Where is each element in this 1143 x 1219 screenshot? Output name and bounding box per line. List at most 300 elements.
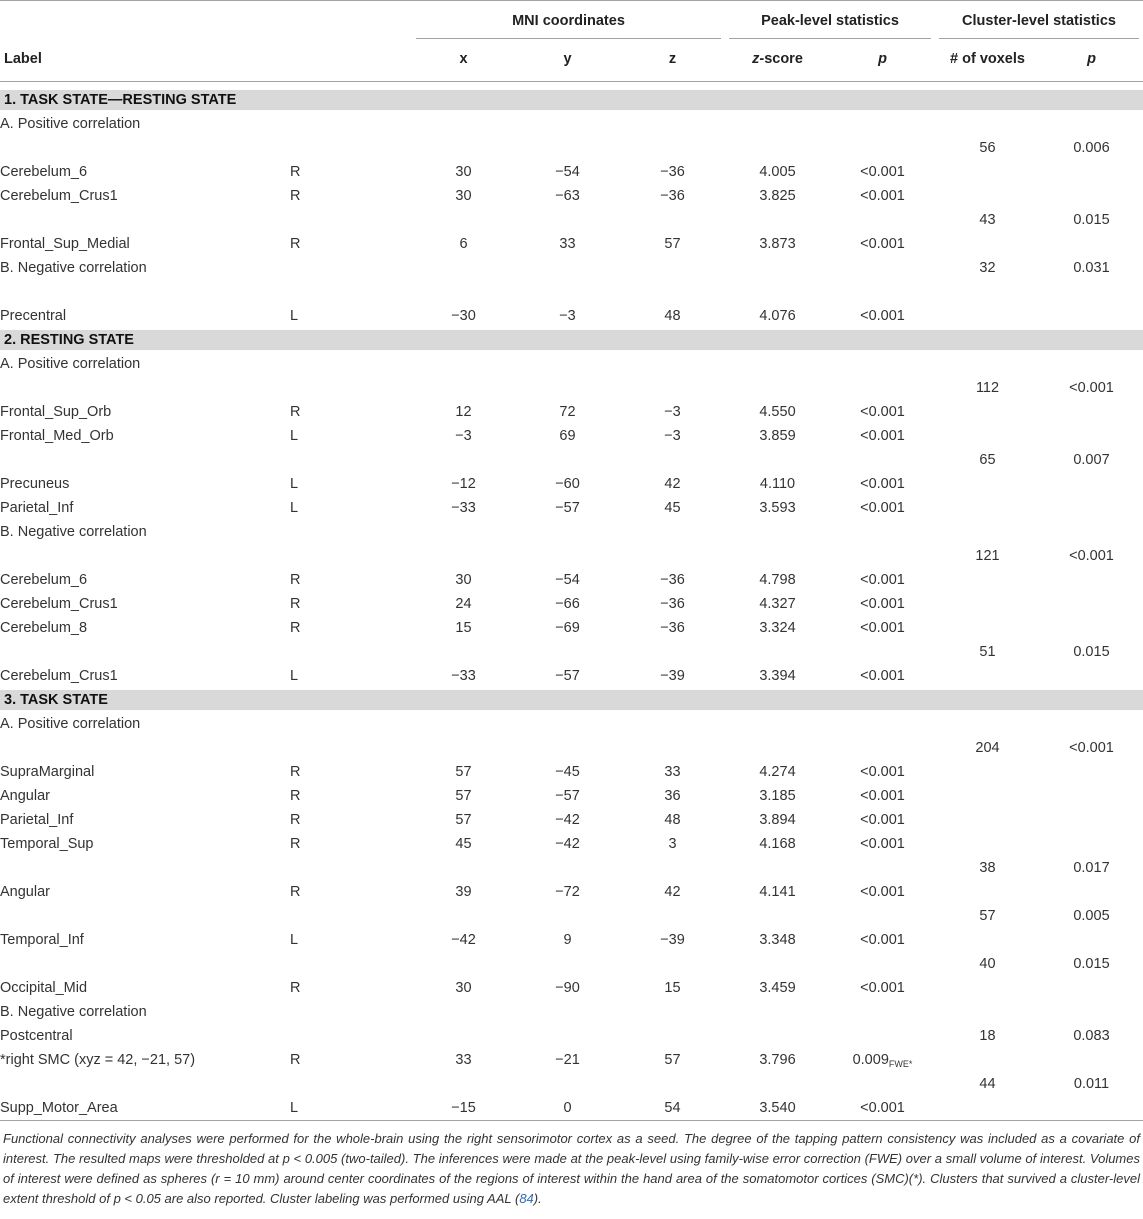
x-cell: [412, 544, 515, 568]
hemisphere-column-header: [290, 41, 412, 82]
x-cell: [412, 736, 515, 760]
voxel-count-cell: 40: [979, 955, 996, 972]
hemisphere-cell: [290, 856, 412, 880]
z-score-cell: [725, 856, 830, 880]
y-cell: [515, 1000, 620, 1024]
cluster-p-cell: [1040, 304, 1143, 328]
table-row: [0, 712, 1143, 736]
z-cell: [620, 544, 725, 568]
z-score-cell: [725, 136, 830, 160]
x-cell: 57: [455, 763, 472, 780]
z-cell: −39: [660, 667, 685, 684]
peak-p-cell: <0.001: [860, 619, 905, 636]
y-cell: −57: [555, 499, 580, 516]
peak-p-column-header: [830, 41, 935, 82]
z-cell: 48: [664, 307, 681, 324]
table-row: [0, 496, 1143, 520]
section-title: 3. TASK STATE: [0, 688, 1143, 712]
hemisphere-cell: [290, 1072, 412, 1096]
table-row: [0, 280, 1143, 304]
x-cell: [412, 256, 515, 280]
cluster-p-cell: [1040, 184, 1143, 208]
region-label: [0, 544, 290, 568]
hemisphere-cell: R: [290, 619, 301, 636]
z-cell: [620, 352, 725, 376]
x-cell: 15: [455, 619, 472, 636]
x-cell: −33: [451, 499, 476, 516]
voxel-count-cell: [935, 352, 1040, 376]
z-cell: 33: [664, 763, 681, 780]
table-row: [0, 400, 1143, 424]
mni-coordinates-header: [412, 1, 725, 42]
table-row: [0, 1072, 1143, 1096]
z-cell: [620, 208, 725, 232]
y-cell: [515, 256, 620, 280]
z-cell: [620, 736, 725, 760]
z-score-cell: 4.327: [759, 595, 796, 612]
x-cell: 30: [455, 163, 472, 180]
region-label: Angular: [0, 787, 50, 804]
table-row: [0, 448, 1143, 472]
y-cell: [515, 856, 620, 880]
x-cell: 30: [455, 571, 472, 588]
peak-p-cell: [830, 544, 935, 568]
hemisphere-cell: R: [290, 1051, 301, 1068]
table-row: [0, 304, 1143, 328]
region-label: [0, 952, 290, 976]
hemisphere-cell: [290, 1000, 412, 1024]
cluster-p-cell: 0.015: [1073, 955, 1110, 972]
table-row: [0, 832, 1143, 856]
hemisphere-cell: [290, 280, 412, 304]
z-cell: [620, 448, 725, 472]
z-cell: 3: [668, 835, 677, 852]
region-label: SupraMarginal: [0, 763, 95, 780]
z-score-cell: 4.274: [759, 763, 796, 780]
region-label: Parietal_Inf: [0, 499, 74, 516]
region-label: Temporal_Inf: [0, 931, 84, 948]
voxel-count-cell: [935, 712, 1040, 736]
cluster-p-cell: 0.083: [1073, 1027, 1110, 1044]
y-cell: [515, 112, 620, 136]
x-cell: −42: [451, 931, 476, 948]
z-score-cell: [725, 256, 830, 280]
hemisphere-cell: R: [290, 163, 301, 180]
z-score-cell: 4.168: [759, 835, 796, 852]
voxel-count-cell: [935, 880, 1040, 904]
voxel-count-cell: [935, 280, 1040, 304]
x-cell: −33: [451, 667, 476, 684]
y-cell: [515, 1072, 620, 1096]
table-row: [0, 784, 1143, 808]
region-label: Cerebelum_Crus1: [0, 667, 118, 684]
voxel-count-cell: 38: [979, 859, 996, 876]
z-score-cell: [725, 736, 830, 760]
cluster-p-cell: <0.001: [1069, 379, 1114, 396]
hemisphere-cell: L: [290, 667, 299, 684]
peak-p-cell: [830, 904, 935, 928]
z-score-cell: [725, 376, 830, 400]
cluster-p-cell: [1040, 112, 1143, 136]
z-cell: 42: [664, 883, 681, 900]
peak-p-cell: [830, 1048, 935, 1072]
z-cell: −36: [660, 187, 685, 204]
x-cell: −15: [451, 1099, 476, 1116]
voxel-count-cell: [935, 472, 1040, 496]
table-row: [0, 1000, 1143, 1024]
region-label: Cerebelum_6: [0, 163, 88, 180]
y-cell: [515, 640, 620, 664]
table-row: [0, 520, 1143, 544]
hemisphere-cell: [290, 640, 412, 664]
x-cell: [412, 112, 515, 136]
voxel-count-cell: 121: [975, 547, 1000, 564]
voxel-count-cell: [935, 928, 1040, 952]
peak-p-cell: [830, 520, 935, 544]
table-row: [0, 112, 1143, 136]
x-cell: 12: [455, 403, 472, 420]
y-cell: [515, 136, 620, 160]
voxel-count-cell: [935, 784, 1040, 808]
table-row: [0, 616, 1143, 640]
hemisphere-cell: L: [290, 307, 299, 324]
hemisphere-cell: R: [290, 187, 301, 204]
hemisphere-cell: R: [290, 787, 301, 804]
z-score-cell: 3.185: [759, 787, 796, 804]
hemisphere-cell: [290, 952, 412, 976]
x-cell: [412, 856, 515, 880]
x-cell: [412, 904, 515, 928]
z-score-cell: [725, 952, 830, 976]
z-score-cell: [725, 352, 830, 376]
z-cell: −36: [660, 595, 685, 612]
peak-p-cell: <0.001: [860, 835, 905, 852]
table-row: [0, 760, 1143, 784]
cluster-p-cell: 0.011: [1073, 1075, 1110, 1092]
x-cell: [412, 1000, 515, 1024]
region-label: [0, 136, 290, 160]
y-cell: [515, 544, 620, 568]
peak-p-cell: <0.001: [860, 787, 905, 804]
peak-p-cell: [830, 856, 935, 880]
x-cell: 24: [455, 595, 472, 612]
subgroup-label: A. Positive correlation: [0, 355, 141, 372]
z-cell: [620, 1000, 725, 1024]
y-cell: −69: [555, 619, 580, 636]
cluster-p-cell: 0.005: [1073, 907, 1110, 924]
region-label: Frontal_Sup_Medial: [0, 235, 130, 252]
region-label: [0, 856, 290, 880]
peak-p-cell: <0.001: [860, 931, 905, 948]
region-label: Parietal_Inf: [0, 811, 74, 828]
voxel-count-cell: [935, 832, 1040, 856]
voxel-count-cell: 112: [975, 379, 1000, 396]
cluster-p-cell: 0.015: [1073, 211, 1110, 228]
label-column-header: Label: [0, 41, 290, 82]
z-score-cell: [725, 712, 830, 736]
z-score-cell: 3.873: [759, 235, 796, 252]
peak-p-cell: [830, 736, 935, 760]
z-cell: 48: [664, 811, 681, 828]
group-header-blank: [0, 1, 412, 42]
x-cell: 30: [455, 187, 472, 204]
voxel-count-cell: 43: [979, 211, 996, 228]
y-cell: [515, 448, 620, 472]
footnote-tail: ).: [533, 1190, 542, 1206]
peak-p-cell: [830, 1024, 935, 1048]
region-label: [0, 208, 290, 232]
z-cell: −36: [660, 619, 685, 636]
voxel-count-cell: [935, 1096, 1040, 1121]
z-cell: 42: [664, 475, 681, 492]
table-row: [0, 808, 1143, 832]
x-cell: 57: [455, 787, 472, 804]
z-cell: 15: [664, 979, 681, 996]
section-header-row: [0, 688, 1143, 712]
peak-p-cell: <0.001: [860, 1099, 905, 1116]
column-header-row: [0, 41, 1143, 82]
z-score-cell: [725, 640, 830, 664]
z-cell: 57: [664, 1051, 681, 1068]
hemisphere-cell: [290, 520, 412, 544]
voxel-count-cell: [935, 232, 1040, 256]
voxel-count-cell: [935, 304, 1040, 328]
x-cell: −3: [455, 427, 472, 444]
peak-p-cell: <0.001: [860, 595, 905, 612]
cluster-p-cell: [1040, 520, 1143, 544]
table-row: [0, 232, 1143, 256]
hemisphere-cell: [290, 904, 412, 928]
table-row: [0, 376, 1143, 400]
y-cell: −60: [555, 475, 580, 492]
z-score-cell: 3.459: [759, 979, 796, 996]
x-cell: [412, 448, 515, 472]
z-cell: [620, 280, 725, 304]
voxel-count-cell: [935, 160, 1040, 184]
z-score-cell: 3.540: [759, 1099, 796, 1116]
cluster-p-cell: [1040, 472, 1143, 496]
cluster-p-cell: [1040, 1096, 1143, 1121]
z-cell: 54: [664, 1099, 681, 1116]
z-score-cell: 3.324: [759, 619, 796, 636]
table-row: [0, 472, 1143, 496]
peak-level-label: Peak-level statistics: [729, 11, 931, 39]
y-cell: −42: [555, 811, 580, 828]
voxel-count-cell: [935, 616, 1040, 640]
peak-p-cell: [830, 952, 935, 976]
hemisphere-cell: R: [290, 235, 301, 252]
table-row: [0, 856, 1143, 880]
z-score-cell: [725, 1000, 830, 1024]
cluster-p-cell: [1040, 232, 1143, 256]
z-cell: −39: [660, 931, 685, 948]
hemisphere-cell: R: [290, 811, 301, 828]
y-cell: −45: [555, 763, 580, 780]
voxel-count-cell: [935, 400, 1040, 424]
table-row: [0, 664, 1143, 688]
region-label: Precuneus: [0, 475, 70, 492]
voxel-count-cell: 44: [979, 1075, 996, 1092]
region-label: Cerebelum_Crus1: [0, 595, 118, 612]
table-row: [0, 904, 1143, 928]
table-row: [0, 568, 1143, 592]
cluster-p-cell: [1040, 1048, 1143, 1072]
y-cell: [515, 904, 620, 928]
region-label: [0, 448, 290, 472]
region-label: Temporal_Sup: [0, 835, 94, 852]
z-score-cell: 3.894: [759, 811, 796, 828]
y-cell: [515, 736, 620, 760]
voxel-count-cell: 32: [979, 259, 996, 276]
table-row: [0, 256, 1143, 280]
y-cell: [515, 520, 620, 544]
z-cell: [620, 136, 725, 160]
peak-p-cell: [830, 1072, 935, 1096]
z-cell: 36: [664, 787, 681, 804]
y-cell: −90: [555, 979, 580, 996]
peak-p-cell: [830, 712, 935, 736]
voxel-count-cell: [935, 568, 1040, 592]
region-label: [0, 904, 290, 928]
peak-p-cell: <0.001: [860, 667, 905, 684]
z-cell: [620, 376, 725, 400]
z-score-cell: 4.076: [759, 307, 796, 324]
table-row: [0, 160, 1143, 184]
hemisphere-cell: R: [290, 763, 301, 780]
section-header-row: [0, 88, 1143, 112]
table-row: [0, 880, 1143, 904]
z-score-italic-z: z: [752, 51, 760, 67]
z-score-cell: 3.348: [759, 931, 796, 948]
section-title: 1. TASK STATE—RESTING STATE: [0, 88, 1143, 112]
x-cell: [412, 280, 515, 304]
peak-p-cell: [830, 256, 935, 280]
z-cell: [620, 904, 725, 928]
y-cell: −57: [555, 667, 580, 684]
table-row: [0, 592, 1143, 616]
z-cell: −3: [664, 427, 681, 444]
hemisphere-cell: [290, 352, 412, 376]
subgroup-label: B. Negative correlation: [0, 1003, 147, 1020]
hemisphere-cell: L: [290, 931, 299, 948]
z-score-cell: 4.550: [759, 403, 796, 420]
x-cell: [412, 640, 515, 664]
peak-p-cell: <0.001: [860, 163, 905, 180]
table-row: [0, 1096, 1143, 1121]
z-cell: [620, 1024, 725, 1048]
hemisphere-cell: [290, 136, 412, 160]
z-score-cell: [725, 208, 830, 232]
z-score-cell: 3.796: [759, 1051, 796, 1068]
table-row: [0, 952, 1143, 976]
peak-p-value: 0.009: [852, 1051, 889, 1068]
z-cell: [620, 952, 725, 976]
peak-p-cell: <0.001: [860, 403, 905, 420]
cluster-p-label: p: [1087, 51, 1096, 67]
z-cell: 45: [664, 499, 681, 516]
cluster-p-cell: [1040, 1000, 1143, 1024]
z-cell: −36: [660, 571, 685, 588]
y-cell: [515, 208, 620, 232]
region-label: Cerebelum_6: [0, 571, 88, 588]
peak-p-cell: [830, 136, 935, 160]
table-row: [0, 1048, 1143, 1072]
z-score-cell: [725, 1072, 830, 1096]
cluster-p-cell: [1040, 928, 1143, 952]
hemisphere-cell: [290, 1024, 412, 1048]
voxel-count-cell: [935, 592, 1040, 616]
y-cell: [515, 712, 620, 736]
peak-p-cell: [830, 280, 935, 304]
z-cell: −36: [660, 163, 685, 180]
peak-level-header: [725, 1, 935, 42]
peak-p-cell: [830, 376, 935, 400]
table-row: [0, 976, 1143, 1000]
x-cell: [412, 136, 515, 160]
cluster-p-cell: [1040, 760, 1143, 784]
peak-p-cell: <0.001: [860, 763, 905, 780]
peak-p-cell: [830, 352, 935, 376]
z-score-suffix: -score: [759, 51, 803, 67]
y-cell: −72: [555, 883, 580, 900]
voxels-column-header: # of voxels: [935, 41, 1040, 82]
x-cell: 33: [455, 1051, 472, 1068]
voxel-count-cell: [935, 184, 1040, 208]
voxel-count-cell: [935, 496, 1040, 520]
peak-p-cell: <0.001: [860, 811, 905, 828]
hemisphere-cell: [290, 376, 412, 400]
z-score-cell: 3.859: [759, 427, 796, 444]
peak-p-cell: [830, 640, 935, 664]
region-label: [0, 376, 290, 400]
peak-p-cell: <0.001: [860, 475, 905, 492]
x-cell: [412, 520, 515, 544]
x-column-header: x: [412, 41, 515, 82]
z-score-cell: 4.110: [759, 475, 796, 492]
z-score-cell: 3.394: [759, 667, 796, 684]
table-row: [0, 736, 1143, 760]
cluster-p-cell: [1040, 976, 1143, 1000]
hemisphere-cell: R: [290, 883, 301, 900]
y-cell: −3: [559, 307, 576, 324]
voxel-count-cell: [935, 520, 1040, 544]
region-label: *right SMC (xyz = 42, −21, 57): [0, 1051, 196, 1068]
z-score-cell: 4.798: [759, 571, 796, 588]
cluster-p-cell: [1040, 496, 1143, 520]
hemisphere-cell: L: [290, 475, 299, 492]
subgroup-label: A. Positive correlation: [0, 715, 141, 732]
correction-subscript: FWE*: [888, 1058, 913, 1069]
y-cell: [515, 1024, 620, 1048]
section-title: 2. RESTING STATE: [0, 328, 1143, 352]
hemisphere-cell: [290, 712, 412, 736]
subgroup-label: A. Positive correlation: [0, 115, 141, 132]
voxel-count-cell: [935, 1000, 1040, 1024]
voxel-count-cell: [935, 760, 1040, 784]
peak-p-cell: <0.001: [860, 235, 905, 252]
peak-p-cell: <0.001: [860, 307, 905, 324]
z-score-cell: [725, 1024, 830, 1048]
z-cell: [620, 640, 725, 664]
z-score-cell: [725, 904, 830, 928]
x-cell: −12: [451, 475, 476, 492]
hemisphere-cell: [290, 256, 412, 280]
cluster-p-cell: [1040, 400, 1143, 424]
region-label: Cerebelum_Crus1: [0, 187, 118, 204]
voxel-count-cell: [935, 808, 1040, 832]
hemisphere-cell: [290, 208, 412, 232]
reference-link[interactable]: 84: [519, 1190, 534, 1206]
